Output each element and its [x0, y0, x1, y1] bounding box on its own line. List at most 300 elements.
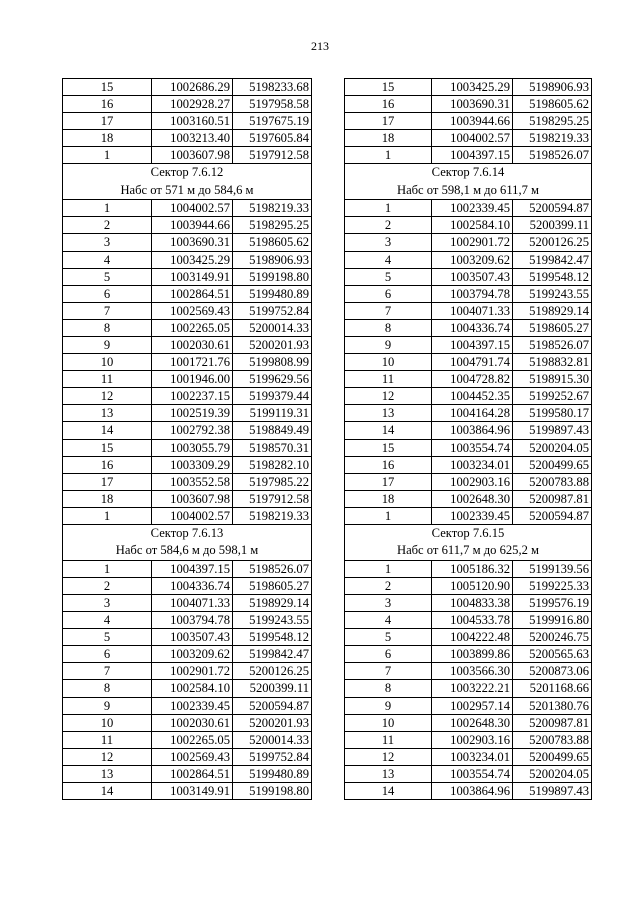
- point-number-cell: 3: [345, 595, 432, 612]
- sector-header: [345, 525, 592, 561]
- point-number-cell: 4: [345, 612, 432, 629]
- sector-header-row: [63, 164, 312, 200]
- point-number-cell: 14: [63, 783, 152, 800]
- x-coordinate-cell: 1004728.82: [432, 371, 513, 388]
- y-coordinate-cell: 5200594.87: [233, 697, 312, 714]
- y-coordinate-cell: 5200594.87: [513, 200, 592, 217]
- point-number-cell: 11: [345, 371, 432, 388]
- table-row: [345, 319, 592, 336]
- table-row: [345, 268, 592, 285]
- point-number-cell: 12: [63, 748, 152, 765]
- x-coordinate-cell: 1002569.43: [152, 302, 233, 319]
- x-coordinate-cell: 1003149.91: [152, 268, 233, 285]
- x-coordinate-cell: 1002903.16: [432, 473, 513, 490]
- table-row: [63, 612, 312, 629]
- point-number-cell: 15: [345, 79, 432, 96]
- x-coordinate-cell: 1004397.15: [152, 560, 233, 577]
- y-coordinate-cell: 5200204.05: [513, 765, 592, 782]
- y-coordinate-cell: 5201380.76: [513, 697, 592, 714]
- x-coordinate-cell: 1002792.38: [152, 422, 233, 439]
- x-coordinate-cell: 1002864.51: [152, 285, 233, 302]
- point-number-cell: 5: [63, 268, 152, 285]
- x-coordinate-cell: 1004071.33: [432, 302, 513, 319]
- x-coordinate-cell: 1003222.21: [432, 680, 513, 697]
- table-row: [345, 646, 592, 663]
- table-row: [63, 697, 312, 714]
- point-number-cell: 2: [63, 577, 152, 594]
- point-number-cell: 9: [63, 697, 152, 714]
- y-coordinate-cell: 5200201.93: [233, 714, 312, 731]
- x-coordinate-cell: 1004397.15: [432, 147, 513, 164]
- point-number-cell: 11: [63, 731, 152, 748]
- y-coordinate-cell: 5198915.30: [513, 371, 592, 388]
- x-coordinate-cell: 1003944.66: [152, 217, 233, 234]
- point-number-cell: 3: [345, 234, 432, 251]
- sector-altitude-range: Набс от 598,1 м до 611,7 м: [396, 182, 540, 197]
- x-coordinate-cell: 1002648.30: [432, 714, 513, 731]
- x-coordinate-cell: 1004533.78: [432, 612, 513, 629]
- table-row: [63, 560, 312, 577]
- point-number-cell: 14: [345, 422, 432, 439]
- table-row: [345, 422, 592, 439]
- y-coordinate-cell: 5199580.17: [513, 405, 592, 422]
- point-number-cell: 6: [345, 646, 432, 663]
- table-row: [63, 302, 312, 319]
- y-coordinate-cell: 5200565.63: [513, 646, 592, 663]
- point-number-cell: 1: [63, 147, 152, 164]
- y-coordinate-cell: 5198605.62: [233, 234, 312, 251]
- y-coordinate-cell: 5199480.89: [233, 285, 312, 302]
- table-row: [63, 490, 312, 507]
- y-coordinate-cell: 5199198.80: [233, 783, 312, 800]
- sector-title: Сектор 7.6.12: [150, 165, 224, 180]
- x-coordinate-cell: 1003794.78: [152, 612, 233, 629]
- point-number-cell: 4: [63, 612, 152, 629]
- x-coordinate-cell: 1004071.33: [152, 595, 233, 612]
- y-coordinate-cell: 5198219.33: [233, 507, 312, 524]
- sector-header: [345, 164, 592, 200]
- y-coordinate-cell: 5200873.06: [513, 663, 592, 680]
- y-coordinate-cell: 5198526.07: [513, 337, 592, 354]
- y-coordinate-cell: 5199480.89: [233, 765, 312, 782]
- table-row: [345, 113, 592, 130]
- x-coordinate-cell: 1002339.45: [432, 507, 513, 524]
- point-number-cell: 1: [345, 507, 432, 524]
- y-coordinate-cell: 5199252.67: [513, 388, 592, 405]
- y-coordinate-cell: 5198219.33: [233, 200, 312, 217]
- y-coordinate-cell: 5200399.11: [233, 680, 312, 697]
- y-coordinate-cell: 5198906.93: [233, 251, 312, 268]
- point-number-cell: 6: [345, 285, 432, 302]
- point-number-cell: 15: [63, 79, 152, 96]
- x-coordinate-cell: 1004833.38: [432, 595, 513, 612]
- y-coordinate-cell: 5200246.75: [513, 629, 592, 646]
- point-number-cell: 1: [63, 200, 152, 217]
- point-number-cell: 16: [345, 96, 432, 113]
- point-number-cell: 13: [345, 405, 432, 422]
- x-coordinate-cell: 1004222.48: [432, 629, 513, 646]
- x-coordinate-cell: 1003234.01: [432, 456, 513, 473]
- table-row: [63, 96, 312, 113]
- table-row: [345, 473, 592, 490]
- x-coordinate-cell: 1003507.43: [152, 629, 233, 646]
- x-coordinate-cell: 1002957.14: [432, 697, 513, 714]
- point-number-cell: 17: [345, 473, 432, 490]
- table-row: [63, 680, 312, 697]
- x-coordinate-cell: 1003554.74: [432, 439, 513, 456]
- x-coordinate-cell: 1003690.31: [152, 234, 233, 251]
- x-coordinate-cell: 1003944.66: [432, 113, 513, 130]
- point-number-cell: 8: [63, 319, 152, 336]
- table-row: [63, 147, 312, 164]
- y-coordinate-cell: 5198605.62: [513, 96, 592, 113]
- table-row: [345, 371, 592, 388]
- table-row: [345, 130, 592, 147]
- table-row: [63, 217, 312, 234]
- y-coordinate-cell: 5198282.10: [233, 456, 312, 473]
- x-coordinate-cell: 1002030.61: [152, 714, 233, 731]
- y-coordinate-cell: 5200594.87: [513, 507, 592, 524]
- point-number-cell: 13: [63, 765, 152, 782]
- point-number-cell: 13: [345, 765, 432, 782]
- table-row: [63, 113, 312, 130]
- y-coordinate-cell: 5198219.33: [513, 130, 592, 147]
- y-coordinate-cell: 5197605.84: [233, 130, 312, 147]
- x-coordinate-cell: 1002265.05: [152, 731, 233, 748]
- y-coordinate-cell: 5200783.88: [513, 731, 592, 748]
- point-number-cell: 16: [63, 96, 152, 113]
- point-number-cell: 7: [345, 302, 432, 319]
- point-number-cell: 2: [345, 577, 432, 594]
- y-coordinate-cell: 5197912.58: [233, 490, 312, 507]
- table-row: [63, 337, 312, 354]
- table-row: [345, 731, 592, 748]
- y-coordinate-cell: 5201168.66: [513, 680, 592, 697]
- point-number-cell: 18: [63, 490, 152, 507]
- x-coordinate-cell: 1002903.16: [432, 731, 513, 748]
- point-number-cell: 11: [63, 371, 152, 388]
- y-coordinate-cell: 5200499.65: [513, 748, 592, 765]
- y-coordinate-cell: 5198605.27: [233, 577, 312, 594]
- x-coordinate-cell: 1003209.62: [432, 251, 513, 268]
- x-coordinate-cell: 1003607.98: [152, 147, 233, 164]
- point-number-cell: 18: [345, 490, 432, 507]
- point-number-cell: 2: [63, 217, 152, 234]
- table-row: [345, 354, 592, 371]
- y-coordinate-cell: 5198929.14: [233, 595, 312, 612]
- table-row: [63, 234, 312, 251]
- x-coordinate-cell: 1004002.57: [152, 507, 233, 524]
- x-coordinate-cell: 1003552.58: [152, 473, 233, 490]
- y-coordinate-cell: 5200399.11: [513, 217, 592, 234]
- sector-altitude-range: Набс от 571 м до 584,6 м: [120, 182, 254, 197]
- y-coordinate-cell: 5200204.05: [513, 439, 592, 456]
- table-row: [345, 507, 592, 524]
- x-coordinate-cell: 1003864.96: [432, 422, 513, 439]
- y-coordinate-cell: 5198929.14: [513, 302, 592, 319]
- y-coordinate-cell: 5197985.22: [233, 473, 312, 490]
- table-row: [63, 765, 312, 782]
- table-row: [345, 595, 592, 612]
- x-coordinate-cell: 1004452.35: [432, 388, 513, 405]
- point-number-cell: 9: [345, 697, 432, 714]
- x-coordinate-cell: 1003864.96: [432, 783, 513, 800]
- x-coordinate-cell: 1003425.29: [152, 251, 233, 268]
- y-coordinate-cell: 5199119.31: [233, 405, 312, 422]
- table-row: [63, 714, 312, 731]
- x-coordinate-cell: 1002519.39: [152, 405, 233, 422]
- x-coordinate-cell: 1002569.43: [152, 748, 233, 765]
- sector-header: [63, 164, 312, 200]
- y-coordinate-cell: 5199897.43: [513, 422, 592, 439]
- point-number-cell: 1: [63, 560, 152, 577]
- x-coordinate-cell: 1004336.74: [152, 577, 233, 594]
- x-coordinate-cell: 1002648.30: [432, 490, 513, 507]
- table-row: [63, 783, 312, 800]
- x-coordinate-cell: 1002237.15: [152, 388, 233, 405]
- table-row: [63, 285, 312, 302]
- y-coordinate-cell: 5198906.93: [513, 79, 592, 96]
- table-row: [63, 130, 312, 147]
- sector-header-row: [63, 525, 312, 561]
- table-row: [345, 79, 592, 96]
- x-coordinate-cell: 1003309.29: [152, 456, 233, 473]
- point-number-cell: 15: [345, 439, 432, 456]
- point-number-cell: 8: [345, 319, 432, 336]
- x-coordinate-cell: 1002901.72: [432, 234, 513, 251]
- point-number-cell: 17: [345, 113, 432, 130]
- y-coordinate-cell: 5199897.43: [513, 783, 592, 800]
- y-coordinate-cell: 5199842.47: [233, 646, 312, 663]
- x-coordinate-cell: 1004002.57: [152, 200, 233, 217]
- point-number-cell: 3: [63, 234, 152, 251]
- x-coordinate-cell: 1003213.40: [152, 130, 233, 147]
- table-row: [63, 354, 312, 371]
- table-row: [63, 748, 312, 765]
- table-row: [345, 697, 592, 714]
- table-row: [345, 629, 592, 646]
- table-row: [63, 200, 312, 217]
- point-number-cell: 16: [63, 456, 152, 473]
- point-number-cell: 7: [345, 663, 432, 680]
- y-coordinate-cell: 5200126.25: [233, 663, 312, 680]
- table-row: [63, 731, 312, 748]
- y-coordinate-cell: 5199379.44: [233, 388, 312, 405]
- y-coordinate-cell: 5199225.33: [513, 577, 592, 594]
- x-coordinate-cell: 1005120.90: [432, 577, 513, 594]
- x-coordinate-cell: 1003055.79: [152, 439, 233, 456]
- x-coordinate-cell: 1002584.10: [152, 680, 233, 697]
- y-coordinate-cell: 5199842.47: [513, 251, 592, 268]
- table-row: [63, 646, 312, 663]
- table-row: [63, 456, 312, 473]
- point-number-cell: 9: [345, 337, 432, 354]
- point-number-cell: 4: [345, 251, 432, 268]
- y-coordinate-cell: 5200014.33: [233, 319, 312, 336]
- x-coordinate-cell: 1001721.76: [152, 354, 233, 371]
- table-row: [345, 439, 592, 456]
- x-coordinate-cell: 1003160.51: [152, 113, 233, 130]
- x-coordinate-cell: 1002030.61: [152, 337, 233, 354]
- y-coordinate-cell: 5199629.56: [233, 371, 312, 388]
- x-coordinate-cell: 1003794.78: [432, 285, 513, 302]
- left-coordinates-table: [62, 78, 312, 800]
- point-number-cell: 5: [345, 629, 432, 646]
- table-row: [63, 79, 312, 96]
- x-coordinate-cell: 1003425.29: [432, 79, 513, 96]
- point-number-cell: 14: [345, 783, 432, 800]
- y-coordinate-cell: 5198832.81: [513, 354, 592, 371]
- table-row: [63, 507, 312, 524]
- y-coordinate-cell: 5199243.55: [513, 285, 592, 302]
- x-coordinate-cell: 1002339.45: [432, 200, 513, 217]
- y-coordinate-cell: 5197912.58: [233, 147, 312, 164]
- x-coordinate-cell: 1003899.86: [432, 646, 513, 663]
- y-coordinate-cell: 5198849.49: [233, 422, 312, 439]
- y-coordinate-cell: 5199139.56: [513, 560, 592, 577]
- table-row: [63, 268, 312, 285]
- table-row: [345, 217, 592, 234]
- table-row: [63, 663, 312, 680]
- point-number-cell: 17: [63, 113, 152, 130]
- table-row: [63, 473, 312, 490]
- table-row: [63, 422, 312, 439]
- table-row: [345, 680, 592, 697]
- table-row: [345, 234, 592, 251]
- x-coordinate-cell: 1003507.43: [432, 268, 513, 285]
- table-row: [345, 748, 592, 765]
- point-number-cell: 15: [63, 439, 152, 456]
- point-number-cell: 18: [345, 130, 432, 147]
- y-coordinate-cell: 5200987.81: [513, 714, 592, 731]
- table-row: [63, 251, 312, 268]
- x-coordinate-cell: 1005186.32: [432, 560, 513, 577]
- point-number-cell: 1: [345, 147, 432, 164]
- point-number-cell: 9: [63, 337, 152, 354]
- y-coordinate-cell: 5200126.25: [513, 234, 592, 251]
- x-coordinate-cell: 1003566.30: [432, 663, 513, 680]
- x-coordinate-cell: 1003209.62: [152, 646, 233, 663]
- table-row: [345, 147, 592, 164]
- point-number-cell: 3: [63, 595, 152, 612]
- x-coordinate-cell: 1002686.29: [152, 79, 233, 96]
- y-coordinate-cell: 5199198.80: [233, 268, 312, 285]
- x-coordinate-cell: 1002928.27: [152, 96, 233, 113]
- y-coordinate-cell: 5197958.58: [233, 96, 312, 113]
- y-coordinate-cell: 5200499.65: [513, 456, 592, 473]
- right-coordinates-table: [344, 78, 592, 800]
- sector-title: Сектор 7.6.13: [150, 526, 224, 541]
- x-coordinate-cell: 1004791.74: [432, 354, 513, 371]
- x-coordinate-cell: 1003690.31: [432, 96, 513, 113]
- x-coordinate-cell: 1002584.10: [432, 217, 513, 234]
- table-row: [345, 456, 592, 473]
- x-coordinate-cell: 1004002.57: [432, 130, 513, 147]
- point-number-cell: 1: [63, 507, 152, 524]
- y-coordinate-cell: 5200987.81: [513, 490, 592, 507]
- sector-title: Сектор 7.6.14: [431, 165, 505, 180]
- x-coordinate-cell: 1004336.74: [432, 319, 513, 336]
- y-coordinate-cell: 5199808.99: [233, 354, 312, 371]
- table-row: [345, 337, 592, 354]
- table-row: [345, 251, 592, 268]
- y-coordinate-cell: 5199243.55: [233, 612, 312, 629]
- point-number-cell: 12: [345, 388, 432, 405]
- sector-title: Сектор 7.6.15: [431, 526, 505, 541]
- table-row: [345, 285, 592, 302]
- y-coordinate-cell: 5198570.31: [233, 439, 312, 456]
- y-coordinate-cell: 5198605.27: [513, 319, 592, 336]
- point-number-cell: 6: [63, 285, 152, 302]
- y-coordinate-cell: 5199576.19: [513, 595, 592, 612]
- point-number-cell: 5: [345, 268, 432, 285]
- table-row: [63, 405, 312, 422]
- table-row: [345, 388, 592, 405]
- table-row: [63, 371, 312, 388]
- table-row: [345, 302, 592, 319]
- y-coordinate-cell: 5199752.84: [233, 302, 312, 319]
- sector-header-row: [345, 164, 592, 200]
- y-coordinate-cell: 5199752.84: [233, 748, 312, 765]
- point-number-cell: 4: [63, 251, 152, 268]
- x-coordinate-cell: 1003607.98: [152, 490, 233, 507]
- x-coordinate-cell: 1003149.91: [152, 783, 233, 800]
- y-coordinate-cell: 5198295.25: [513, 113, 592, 130]
- x-coordinate-cell: 1001946.00: [152, 371, 233, 388]
- y-coordinate-cell: 5200783.88: [513, 473, 592, 490]
- y-coordinate-cell: 5198526.07: [233, 560, 312, 577]
- point-number-cell: 1: [345, 200, 432, 217]
- table-row: [63, 595, 312, 612]
- x-coordinate-cell: 1003234.01: [432, 748, 513, 765]
- page-number: 213: [311, 39, 329, 53]
- sector-header: [63, 525, 312, 561]
- point-number-cell: 12: [63, 388, 152, 405]
- point-number-cell: 17: [63, 473, 152, 490]
- table-row: [345, 490, 592, 507]
- table-row: [345, 405, 592, 422]
- table-row: [345, 96, 592, 113]
- point-number-cell: 2: [345, 217, 432, 234]
- table-row: [345, 783, 592, 800]
- table-row: [345, 714, 592, 731]
- table-row: [63, 388, 312, 405]
- left-coordinates-column: [62, 78, 311, 800]
- table-row: [345, 560, 592, 577]
- point-number-cell: 11: [345, 731, 432, 748]
- point-number-cell: 1: [345, 560, 432, 577]
- point-number-cell: 7: [63, 302, 152, 319]
- point-number-cell: 13: [63, 405, 152, 422]
- point-number-cell: 18: [63, 130, 152, 147]
- point-number-cell: 10: [345, 714, 432, 731]
- point-number-cell: 8: [63, 680, 152, 697]
- sector-header-row: [345, 525, 592, 561]
- point-number-cell: 12: [345, 748, 432, 765]
- point-number-cell: 5: [63, 629, 152, 646]
- y-coordinate-cell: 5200201.93: [233, 337, 312, 354]
- table-row: [345, 200, 592, 217]
- point-number-cell: 8: [345, 680, 432, 697]
- point-number-cell: 10: [345, 354, 432, 371]
- point-number-cell: 10: [63, 354, 152, 371]
- point-number-cell: 7: [63, 663, 152, 680]
- x-coordinate-cell: 1004164.28: [432, 405, 513, 422]
- table-row: [345, 663, 592, 680]
- point-number-cell: 10: [63, 714, 152, 731]
- point-number-cell: 16: [345, 456, 432, 473]
- y-coordinate-cell: 5199548.12: [513, 268, 592, 285]
